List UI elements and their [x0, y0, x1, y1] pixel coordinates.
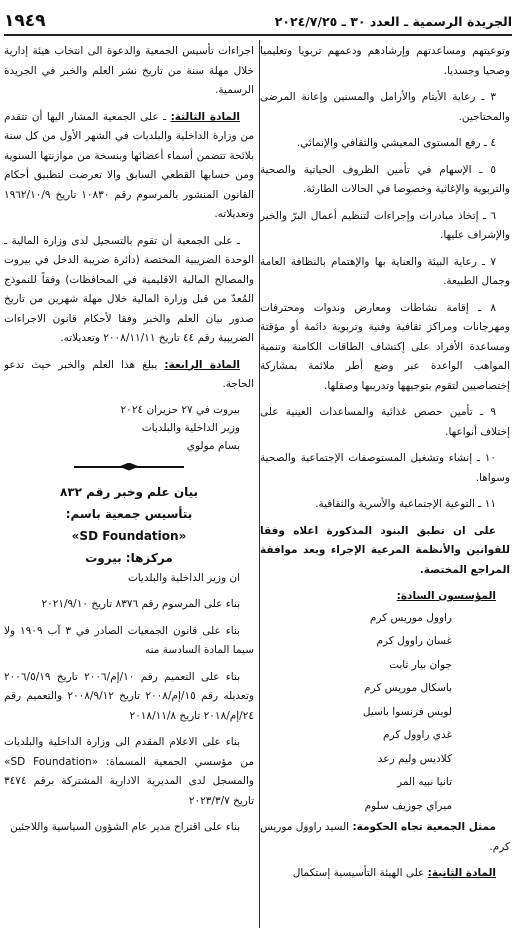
compliance-clause: على ان تطبق البنود المذكورة اعلاه وفقا للقوانين والأنظمة المرعية الإجراء وبعد موافقة المراجع المختصة.	[260, 524, 510, 576]
preamble-line: بناء على المرسوم رقم ٨٣٧٦ تاريخ ٢٠٢١/٩/١٠	[41, 598, 240, 610]
objective-item: ١٠ ـ إنشاء وتشغيل المستوصفات الإجتماعية والصحية وسواها.	[260, 452, 510, 484]
notice-subtitle: بتأسيس جمعية باسم:	[65, 506, 193, 521]
objective-item: ٦ ـ إتخاذ مبادرات وإجراءات لتنظيم أعمال البرّ والخير والإشراف عليها.	[260, 209, 510, 241]
objective-item: ٥ ـ الإسهام في تأمين الظروف الحياتية والصحية والتربوية والإغاثية وخصوصا في الحالات الطارئة.	[260, 163, 510, 195]
signature-date: بيروت في ٢٧ حزيران ٢٠٢٤	[120, 403, 240, 416]
government-representative	[260, 818, 510, 857]
signature-block	[4, 401, 254, 455]
preamble-line: ان وزير الداخلية والبلديات	[127, 571, 240, 584]
signature-title: وزير الداخلية والبلديات	[141, 421, 240, 434]
section-divider-ornament	[74, 463, 184, 471]
preamble-line: بناء على قانون الجمعيات الصادر في ٣ آب ١٩٠٩ ولا سيما المادة السادسة منه	[4, 624, 254, 656]
objective-item: ٨ ـ إقامة نشاطات ومعارض وندوات ومحترفات ومهرجانات ومراكز ثقافية وفنية وتربوية دائمة أو مؤقتة ومساعدة الأفراد على إكتشاف الطاقات الكامنة وتنمية المواهب الواعدة عبر وضع أطر ملائمة بمشاركة إختصاصيين لتقوم بتوجيهها وتدريبها وصقلها.	[260, 301, 510, 392]
page-number: ١٩٤٩	[4, 11, 46, 31]
page-header	[4, 8, 512, 36]
art2-label: المادة الثانية:	[427, 867, 496, 879]
founder-name: باسكال موريس كرم	[364, 682, 452, 694]
founder-name: غدي راوول كرم	[383, 729, 452, 741]
right-column	[260, 42, 510, 928]
gazette-issue-meta: الجريدة الرسمية ـ العدد ٣٠ ـ ٢٠٢٤/٧/٢٥	[274, 13, 512, 29]
preamble-line: بناء على الاعلام المقدم الى وزارة الداخلية والبلديات من مؤسسي الجمعية المسماة: «SD Foundation» والمسجل لدى المديرية الادارية المشتركة برقم ٣٤٧٤ تاريخ ٢٠٢٣/٣/٧	[4, 736, 254, 807]
art4-text: يبلغ هذا العلم والخبر حيث تدعو الحاجة.	[4, 358, 254, 390]
article-four	[4, 356, 254, 395]
left-column	[4, 42, 254, 928]
signature-name: بسام مولوي	[186, 439, 240, 452]
art3-text: ـ على الجمعية المشار اليها أن تتقدم من وزارة الداخلية والبلديات في الشهر الأول من كل سنة بلائحة تتضمن أسماء أعضائها وبنسخة من موازنتها السنوية ومن حسابها القطعي السابق والا تعرضت لتطبيق أحكام القانون المنشور بالمرسوم رقم ١٠٨٣٠ تاريخ ١٩٦٢/١٠/٩ وتعديلاته.	[4, 110, 254, 220]
founders-title: المؤسسون السادة:	[396, 590, 496, 602]
founder-name: راوول موريس كرم	[369, 611, 452, 624]
intro-text: وتوعيتهم ومساعدتهم وإرشادهم ودعمهم تربويا وتعليميا وصحيا وجسديا.	[260, 45, 510, 77]
article-two	[260, 864, 510, 884]
objective-item: ٩ ـ تأمين حصص غذائية والمساعدات العينية على إختلاف أنواعها.	[260, 406, 510, 438]
founder-name: لويس فرنسوا باسيل	[362, 705, 452, 718]
notice-title: بيان علم وخبر رقم ٨٣٢	[60, 484, 198, 499]
association-name: «SD Foundation»	[71, 528, 187, 543]
art3-label: المادة الثالثة:	[170, 110, 240, 123]
art4-label: المادة الرابعة:	[164, 358, 241, 371]
objective-item: ٧ ـ رعاية البيئة والعناية بها والإهتمام بالنظافة العامة وجمال الطبيعة.	[260, 255, 510, 287]
founder-name: تانيا نبيه المر	[397, 776, 452, 788]
founder-name: ميراي جوزيف سلوم	[364, 799, 452, 812]
preamble-line: بناء على اقتراح مدير عام الشؤون السياسية واللاجئين	[10, 821, 240, 833]
founder-name: جوان بيار ثابت	[389, 658, 452, 671]
rep-label: ممثل الجمعية تجاه الحكومة:	[352, 821, 496, 833]
association-headquarters: مركزها: بيروت	[85, 550, 173, 565]
objective-item: ٣ ـ رعاية الأيتام والأرامل والمسنين وإعانة المرضى والمحتاجين.	[260, 91, 510, 123]
rep-text: السيد راوول موريس كرم.	[260, 821, 510, 853]
continuation-text: اجراءات تأسيس الجمعية والدعوة الى انتخاب هيئة إدارية خلال مهلة سنة من تاريخ نشر العلم والخبر في الجريدة الرسمية.	[4, 45, 254, 96]
art2-text: على الهيئة التأسيسية إستكمال	[292, 867, 425, 879]
objective-item: ١١ ـ التوعية الإجتماعية والأسرية والثقافية.	[315, 498, 496, 510]
founders-list	[260, 607, 510, 819]
article-three	[4, 108, 254, 225]
founder-name: غسان راوول كرم	[376, 635, 452, 647]
objective-item: ٤ ـ رفع المستوى المعيشي والثقافي والإنمائي.	[296, 137, 496, 149]
finance-registration: ـ على الجمعية أن تقوم بالتسجيل لدى وزارة المالية ـ الوحدة الضريبية المختصة (دائرة ضريبة الدخل في بيروت والمصالح المالية الاقليمية في المحافظات) وفقاً للنموذج المُعدّ من قبل وزارة المالية خلال مهلة شهرين من تاريخ صدور بيان العلم والخبر وفقا لأحكام قانون الاجراءات الضريبية رقم ٤٤ تاريخ ٢٠٠٨/١١/١١ وتعديلاته.	[4, 234, 254, 344]
preamble-line: بناء على التعميم رقم ١٠/إم/٢٠٠٦ تاريخ ٢٠٠٦/٥/١٩ وتعديله رقم ١٥/إم/٢٠٠٨ تاريخ ٢٠٠٨/٩/١٢ والتعميم رقم ٢٤/إم/٢٠١٨ تاريخ ٢٠١٨/١١/٨	[4, 670, 254, 722]
founder-name: كلاديس وليم رعد	[377, 752, 452, 765]
